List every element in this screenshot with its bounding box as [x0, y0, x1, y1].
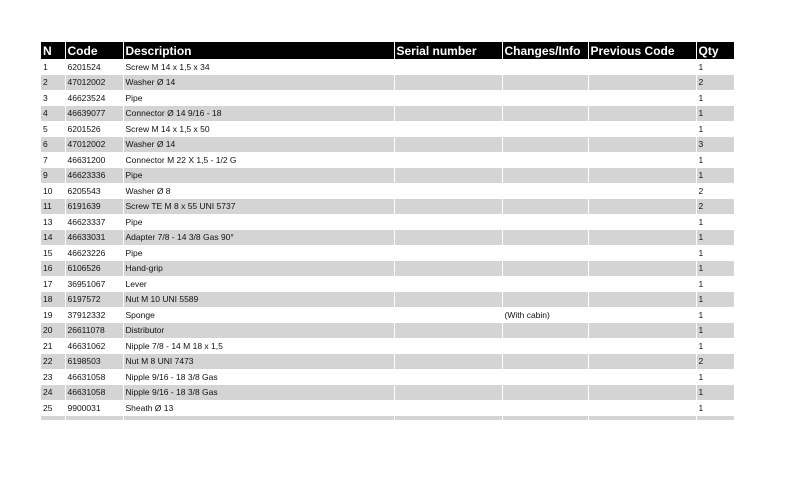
cell-code: 46623524 [65, 90, 123, 106]
cell-changes-info [502, 369, 588, 385]
cell-code: 6191639 [65, 199, 123, 215]
cell-qty: 1 [696, 168, 734, 184]
cell-description: Screw TE M 8 x 55 UNI 5737 [123, 199, 394, 215]
cell-previous-code [588, 307, 696, 323]
cell-serial-number [394, 168, 502, 184]
cell-code: 26611078 [65, 323, 123, 339]
table-row [41, 199, 734, 215]
cell-serial-number [394, 261, 502, 277]
cell-serial-number [394, 230, 502, 246]
cell-qty: 2 [696, 183, 734, 199]
table-row [41, 369, 734, 385]
cell-description: Washer Ø 14 [123, 137, 394, 153]
header-qty: Qty [696, 42, 734, 59]
table-row [41, 307, 734, 323]
header-description: Description [123, 42, 394, 59]
cell-qty: 1 [696, 323, 734, 339]
cell-n: 16 [41, 261, 65, 277]
cell-description: Sheath Ø 13 [123, 400, 394, 416]
table-row [41, 214, 734, 230]
cell-n: 1 [41, 59, 65, 75]
cell-changes-info [502, 385, 588, 401]
table-row [41, 183, 734, 199]
cell-n: 5 [41, 121, 65, 137]
cell-previous-code [588, 292, 696, 308]
cell-changes-info: (With cabin) [502, 307, 588, 323]
cell-code: 6201526 [65, 121, 123, 137]
cell-qty: 1 [696, 90, 734, 106]
table-row [41, 137, 734, 153]
cell-code: 6201524 [65, 59, 123, 75]
cell-qty: 1 [696, 106, 734, 122]
cell-qty: 1 [696, 214, 734, 230]
cell-previous-code [588, 121, 696, 137]
table-row [41, 354, 734, 370]
header-row [41, 42, 734, 59]
cell-qty: 1 [696, 59, 734, 75]
cell-serial-number [394, 354, 502, 370]
cell-code: 46631058 [65, 369, 123, 385]
cell-code: 46623336 [65, 168, 123, 184]
cell-code: 46631200 [65, 152, 123, 168]
cell-previous-code [588, 245, 696, 261]
cell-serial-number [394, 59, 502, 75]
cell-empty [588, 416, 696, 420]
table-row [41, 385, 734, 401]
cell-empty [65, 416, 123, 420]
cell-description: Nipple 7/8 - 14 M 18 x 1,5 [123, 338, 394, 354]
cell-serial-number [394, 400, 502, 416]
cell-previous-code [588, 230, 696, 246]
cell-description: Sponge [123, 307, 394, 323]
cell-qty: 1 [696, 307, 734, 323]
cell-qty: 2 [696, 354, 734, 370]
cell-empty [502, 416, 588, 420]
table-row [41, 230, 734, 246]
cell-code: 46631058 [65, 385, 123, 401]
cell-previous-code [588, 152, 696, 168]
cell-description: Connector M 22 X 1,5 - 1/2 G [123, 152, 394, 168]
header-code: Code [65, 42, 123, 59]
cell-code: 6106526 [65, 261, 123, 277]
cell-serial-number [394, 385, 502, 401]
cell-serial-number [394, 307, 502, 323]
cell-previous-code [588, 323, 696, 339]
cell-previous-code [588, 199, 696, 215]
cell-n: 7 [41, 152, 65, 168]
cell-previous-code [588, 369, 696, 385]
cell-previous-code [588, 338, 696, 354]
cell-changes-info [502, 245, 588, 261]
cell-empty [123, 416, 394, 420]
table-row [41, 152, 734, 168]
cell-description: Lever [123, 276, 394, 292]
table-row [41, 106, 734, 122]
cell-serial-number [394, 121, 502, 137]
cell-n: 10 [41, 183, 65, 199]
cell-description: Nut M 8 UNI 7473 [123, 354, 394, 370]
cell-n: 3 [41, 90, 65, 106]
cell-description: Washer Ø 14 [123, 75, 394, 91]
header-serial-number: Serial number [394, 42, 502, 59]
cell-serial-number [394, 75, 502, 91]
cell-changes-info [502, 183, 588, 199]
cell-changes-info [502, 137, 588, 153]
table-row [41, 59, 734, 75]
cell-changes-info [502, 214, 588, 230]
cell-qty: 1 [696, 121, 734, 137]
table-row [41, 323, 734, 339]
cell-previous-code [588, 276, 696, 292]
header-n: N [41, 42, 65, 59]
cell-serial-number [394, 369, 502, 385]
cell-code: 6205543 [65, 183, 123, 199]
table-body [41, 59, 734, 420]
cell-changes-info [502, 338, 588, 354]
cell-code: 46623226 [65, 245, 123, 261]
cell-n: 23 [41, 369, 65, 385]
cell-empty [394, 416, 502, 420]
cell-code: 36951067 [65, 276, 123, 292]
table-row [41, 276, 734, 292]
cell-previous-code [588, 385, 696, 401]
cell-qty: 1 [696, 152, 734, 168]
cell-description: Nut M 10 UNI 5589 [123, 292, 394, 308]
table-row [41, 338, 734, 354]
cell-n: 24 [41, 385, 65, 401]
cell-description: Hand-grip [123, 261, 394, 277]
cell-qty: 2 [696, 199, 734, 215]
cell-n: 4 [41, 106, 65, 122]
cell-code: 46639077 [65, 106, 123, 122]
table-row [41, 121, 734, 137]
table-row [41, 75, 734, 91]
cell-description: Distributor [123, 323, 394, 339]
cell-changes-info [502, 106, 588, 122]
cell-changes-info [502, 354, 588, 370]
cell-description: Screw M 14 x 1,5 x 34 [123, 59, 394, 75]
cell-code: 46631062 [65, 338, 123, 354]
cell-code: 37912332 [65, 307, 123, 323]
cell-description: Nipple 9/16 - 18 3/8 Gas [123, 369, 394, 385]
cell-description: Washer Ø 8 [123, 183, 394, 199]
cell-n: 18 [41, 292, 65, 308]
cell-empty [696, 416, 734, 420]
cell-n: 22 [41, 354, 65, 370]
cell-code: 47012002 [65, 137, 123, 153]
cell-n: 25 [41, 400, 65, 416]
cell-changes-info [502, 276, 588, 292]
cell-changes-info [502, 75, 588, 91]
cell-empty [41, 416, 65, 420]
cell-changes-info [502, 323, 588, 339]
cell-changes-info [502, 59, 588, 75]
cell-description: Pipe [123, 214, 394, 230]
table-row [41, 292, 734, 308]
cell-previous-code [588, 261, 696, 277]
cell-qty: 1 [696, 385, 734, 401]
cell-code: 9900031 [65, 400, 123, 416]
cell-serial-number [394, 338, 502, 354]
cell-changes-info [502, 121, 588, 137]
cell-code: 6198503 [65, 354, 123, 370]
cell-serial-number [394, 323, 502, 339]
cell-changes-info [502, 292, 588, 308]
cell-n: 11 [41, 199, 65, 215]
cell-previous-code [588, 59, 696, 75]
cell-serial-number [394, 152, 502, 168]
cell-changes-info [502, 168, 588, 184]
cell-n: 20 [41, 323, 65, 339]
cell-n: 2 [41, 75, 65, 91]
cell-serial-number [394, 292, 502, 308]
cell-qty: 1 [696, 261, 734, 277]
cell-code: 46623337 [65, 214, 123, 230]
cell-qty: 1 [696, 230, 734, 246]
cell-previous-code [588, 75, 696, 91]
cell-description: Nipple 9/16 - 18 3/8 Gas [123, 385, 394, 401]
cell-code: 47012002 [65, 75, 123, 91]
cell-description: Screw M 14 x 1,5 x 50 [123, 121, 394, 137]
cell-serial-number [394, 90, 502, 106]
cell-n: 13 [41, 214, 65, 230]
cell-changes-info [502, 152, 588, 168]
cell-qty: 1 [696, 245, 734, 261]
cell-previous-code [588, 400, 696, 416]
cell-previous-code [588, 183, 696, 199]
cell-serial-number [394, 137, 502, 153]
cell-qty: 1 [696, 369, 734, 385]
cell-description: Connector Ø 14 9/16 - 18 [123, 106, 394, 122]
table-row [41, 168, 734, 184]
cell-qty: 1 [696, 400, 734, 416]
cell-serial-number [394, 245, 502, 261]
cell-changes-info [502, 230, 588, 246]
table-row [41, 245, 734, 261]
cell-changes-info [502, 199, 588, 215]
cell-qty: 1 [696, 292, 734, 308]
cell-qty: 1 [696, 276, 734, 292]
cell-changes-info [502, 90, 588, 106]
cell-n: 19 [41, 307, 65, 323]
cell-serial-number [394, 214, 502, 230]
cell-code: 46633031 [65, 230, 123, 246]
cell-serial-number [394, 106, 502, 122]
cell-serial-number [394, 199, 502, 215]
cell-code: 6197572 [65, 292, 123, 308]
cell-qty: 3 [696, 137, 734, 153]
header-previous-code: Previous Code [588, 42, 696, 59]
cell-description: Pipe [123, 168, 394, 184]
table-row [41, 400, 734, 416]
cell-description: Pipe [123, 90, 394, 106]
table-row-partial [41, 416, 734, 420]
cell-qty: 1 [696, 338, 734, 354]
cell-n: 15 [41, 245, 65, 261]
cell-description: Pipe [123, 245, 394, 261]
cell-n: 21 [41, 338, 65, 354]
header-changes-info: Changes/Info [502, 42, 588, 59]
cell-description: Adapter 7/8 - 14 3/8 Gas 90° [123, 230, 394, 246]
cell-qty: 2 [696, 75, 734, 91]
table-row [41, 261, 734, 277]
cell-n: 9 [41, 168, 65, 184]
cell-serial-number [394, 276, 502, 292]
cell-n: 14 [41, 230, 65, 246]
cell-changes-info [502, 400, 588, 416]
cell-changes-info [502, 261, 588, 277]
cell-previous-code [588, 168, 696, 184]
parts-table [41, 42, 734, 420]
table-row [41, 90, 734, 106]
cell-n: 17 [41, 276, 65, 292]
cell-serial-number [394, 183, 502, 199]
table-header [41, 42, 734, 59]
cell-previous-code [588, 106, 696, 122]
cell-previous-code [588, 214, 696, 230]
cell-n: 6 [41, 137, 65, 153]
cell-previous-code [588, 90, 696, 106]
cell-previous-code [588, 137, 696, 153]
cell-previous-code [588, 354, 696, 370]
